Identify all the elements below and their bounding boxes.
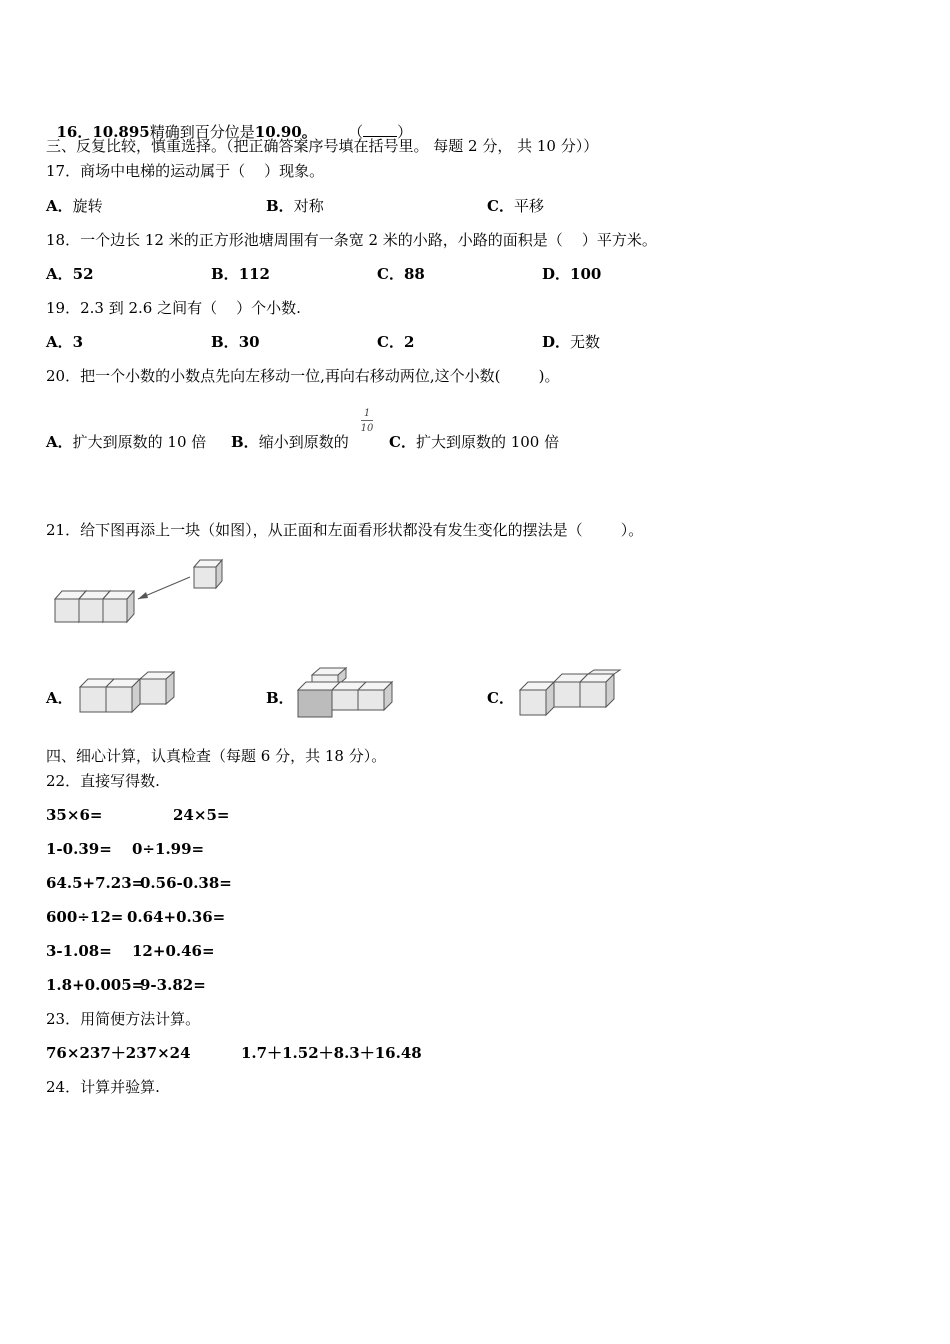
q21-option-a-figure[interactable] xyxy=(76,672,186,717)
q19-option-d-text: 无数 xyxy=(570,333,601,351)
q21-number: 21． xyxy=(46,521,81,539)
q22-row-6-left: 1.8+0.005= xyxy=(46,976,145,994)
section3-title: 三、反复比较，慎重选择。（把正确答案序号填在括号里。 每题 2 分， 共 10 分）） xyxy=(46,137,599,155)
q22-row-5-right: 12+0.46= xyxy=(132,942,215,960)
q20-stem xyxy=(46,366,559,386)
q20-option-b-label: B． xyxy=(231,433,259,451)
q21-option-b-figure[interactable] xyxy=(294,665,404,720)
arrow-head-icon xyxy=(138,592,148,599)
q22-row-1-left: 35×6= xyxy=(46,806,103,824)
q18-option-d-text: 100 xyxy=(570,265,602,283)
q19-option-a[interactable] xyxy=(46,332,83,352)
q22-row-6-right: 9-3.82= xyxy=(140,976,206,994)
q16-text-d: 。 xyxy=(301,123,317,141)
q20-option-c-label: C． xyxy=(389,433,416,451)
q22-row-3-right: 0.56-0.38= xyxy=(140,874,232,892)
q16-bracket-close: ） xyxy=(397,123,413,141)
q16-text-c: 10.90 xyxy=(254,123,302,141)
q19-option-c-text: 2 xyxy=(403,333,415,351)
q21-option-c-figure[interactable] xyxy=(516,670,626,720)
q17-option-c-text: 平移 xyxy=(513,197,544,215)
q21-stem xyxy=(46,520,643,540)
q17-number: 17． xyxy=(46,162,81,180)
q17-option-a[interactable] xyxy=(46,196,103,216)
q22-row-3-left: 64.5+7.23= xyxy=(46,874,145,892)
q16-bracket-open: （ xyxy=(348,123,364,141)
q17-option-c-label: C． xyxy=(487,197,514,215)
q19-option-a-text: 3 xyxy=(72,333,84,351)
cube xyxy=(103,591,134,622)
q22-row-4-right: 0.64+0.36= xyxy=(127,908,226,926)
section4-title: 四、细心计算，认真检查（每题 6 分，共 18 分）。 xyxy=(46,747,387,765)
q18-option-b-label: B． xyxy=(211,265,239,283)
q18-option-c[interactable] xyxy=(377,264,425,284)
q22-row-4-left: 600÷12= xyxy=(46,908,124,926)
q21-figure xyxy=(50,555,240,635)
q18-option-a-label: A． xyxy=(46,265,73,283)
q23-right-expression: 1.7＋1.52＋8.3＋16.48 xyxy=(241,1044,422,1062)
q20-fraction-bar xyxy=(361,420,373,421)
q20-option-c-text: 扩大到原数的 100 倍 xyxy=(415,433,560,451)
q18-stem xyxy=(46,230,657,250)
q23-stem xyxy=(46,1009,200,1029)
q20-option-b[interactable] xyxy=(231,432,349,452)
q19-number: 19． xyxy=(46,299,81,317)
q18-option-d-label: D． xyxy=(542,265,571,283)
q22-stem xyxy=(46,771,160,791)
q19-stem xyxy=(46,298,301,318)
q17-option-b-label: B． xyxy=(266,197,294,215)
q18-option-a-text: 52 xyxy=(72,265,94,283)
q21-option-b-label[interactable]: B． xyxy=(266,689,294,707)
q21-option-c-label[interactable]: C． xyxy=(487,689,514,707)
q20-number: 20． xyxy=(46,367,81,385)
q20-fraction-denominator: 10 xyxy=(360,423,374,434)
q17-option-b-text: 对称 xyxy=(293,197,324,215)
q21-figure-single-cube xyxy=(194,560,222,588)
q21-figure-row xyxy=(55,591,134,622)
q24-number: 24． xyxy=(46,1078,81,1096)
q20-fraction-numerator: 1 xyxy=(363,408,371,419)
q20-option-a[interactable] xyxy=(46,432,206,452)
q16-number: 16． xyxy=(56,123,93,141)
q18-option-c-label: C． xyxy=(377,265,404,283)
q19-option-b-label: B． xyxy=(211,333,239,351)
q17-option-c[interactable] xyxy=(487,196,544,216)
q22-row-5-left: 3-1.08= xyxy=(46,942,112,960)
q17-text: 商场中电梯的运动属于（ ）现象。 xyxy=(80,162,325,180)
q23-left-expression: 76×237＋237×24 xyxy=(46,1044,191,1062)
q16-text-b: 精确到百分位是 xyxy=(149,123,255,141)
q16-text-a: 10.895 xyxy=(92,123,150,141)
q20-option-a-label: A． xyxy=(46,433,73,451)
q22-row-2-right: 0÷1.99= xyxy=(132,840,205,858)
q23-number: 23． xyxy=(46,1010,81,1028)
q22-row-2-left: 1-0.39= xyxy=(46,840,112,858)
q19-option-c-label: C． xyxy=(377,333,404,351)
q17-stem xyxy=(46,161,324,181)
q21-text: 给下图再添上一块（如图），从正面和左面看形状都没有发生变化的摆法是（ ）。 xyxy=(80,521,644,539)
q19-option-b[interactable] xyxy=(211,332,260,352)
q18-option-b[interactable] xyxy=(211,264,270,284)
q19-option-d-label: D． xyxy=(542,333,571,351)
q24-text: 计算并验算. xyxy=(80,1078,160,1096)
q22-row-1-right: 24×5= xyxy=(173,806,230,824)
q18-option-c-text: 88 xyxy=(403,265,425,283)
q20-option-b-text: 缩小到原数的 xyxy=(258,433,349,451)
q17-option-a-label: A． xyxy=(46,197,73,215)
q18-option-a[interactable] xyxy=(46,264,94,284)
q20-option-c[interactable] xyxy=(389,432,559,452)
q17-option-b[interactable] xyxy=(266,196,324,216)
q23-text: 用简便方法计算。 xyxy=(80,1010,201,1028)
q19-option-c[interactable] xyxy=(377,332,414,352)
q18-text: 一个边长 12 米的正方形池塘周围有一条宽 2 米的小路，小路的面积是（ ）平方米。 xyxy=(80,231,657,249)
q18-option-d[interactable] xyxy=(542,264,601,284)
q19-option-a-label: A． xyxy=(46,333,73,351)
q21-option-a-label[interactable]: A． xyxy=(46,689,73,707)
q20-option-a-text: 扩大到原数的 10 倍 xyxy=(72,433,207,451)
q22-number: 22． xyxy=(46,772,81,790)
q18-number: 18． xyxy=(46,231,81,249)
q24-stem xyxy=(46,1077,160,1097)
q20-text: 把一个小数的小数点先向左移动一位,再向右移动两位,这个小数( )。 xyxy=(80,367,560,385)
q22-text: 直接写得数. xyxy=(80,772,160,790)
q19-option-b-text: 30 xyxy=(238,333,260,351)
q19-option-d[interactable] xyxy=(542,332,600,352)
q19-text: 2.3 到 2.6 之间有（ ）个小数. xyxy=(80,299,301,317)
q18-option-b-text: 112 xyxy=(238,265,270,283)
q17-option-a-text: 旋转 xyxy=(72,197,103,215)
